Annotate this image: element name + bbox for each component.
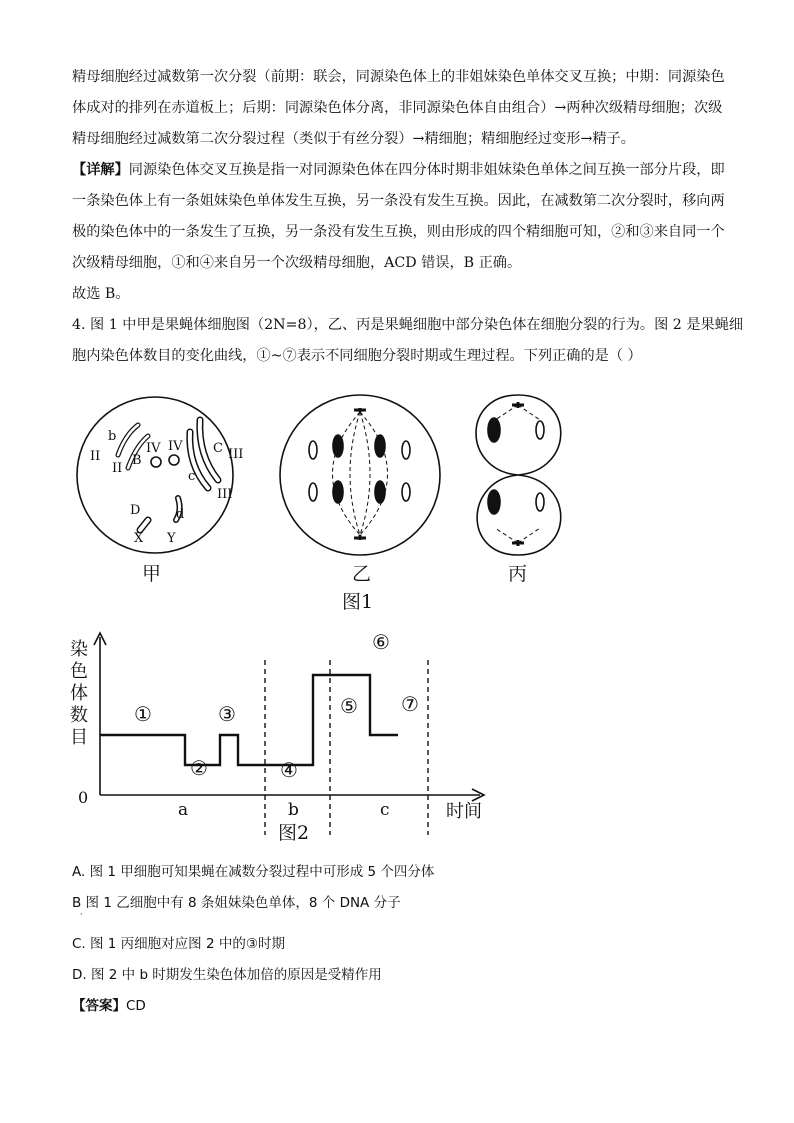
answer-value: CD: [126, 998, 146, 1014]
chromosome: [402, 483, 410, 501]
spindle-fiber: [360, 412, 388, 535]
label-yi: 乙: [352, 563, 372, 585]
explanation-paragraph: [72, 62, 724, 310]
cell-jia-labels: [90, 429, 243, 546]
chromosome: [309, 441, 317, 459]
answer-tag: 【答案】: [72, 998, 126, 1014]
x-axis-label: 时间: [446, 801, 482, 822]
spindle-fiber: [333, 412, 361, 535]
detail-line: 极的染色体中的一条发生了互换，另一条没有发生互换，则由形成的四个精细胞可知，②和③来自同一个: [72, 224, 725, 240]
chromosome: [333, 435, 343, 457]
label-c: c: [188, 469, 196, 484]
chromosome-iv-b: [169, 455, 179, 465]
segment-a: a: [178, 800, 189, 820]
spindle-fiber: [350, 412, 360, 535]
label-D: D: [130, 503, 141, 518]
label-B: B: [132, 453, 142, 468]
label-d: d: [176, 507, 185, 522]
question-stem: [72, 310, 744, 372]
centriole-top: [354, 408, 366, 412]
chromosome: [536, 421, 544, 439]
explanation-line: 体成对的排列在赤道板上；后期：同源染色体分离，非同源染色体自由组合）→两种次级精母细胞；次级: [72, 100, 723, 116]
ylabel-char: 目: [70, 727, 88, 748]
stage-2: ②: [190, 756, 208, 780]
stage-4: ④: [280, 758, 298, 782]
cell-yi-membrane: [280, 395, 440, 555]
answer: [72, 994, 146, 1014]
detail-line: 一条染色体上有一条姐妹染色单体发生互换，另一条没有发生互换。因此，在减数第二次分裂时，移向两: [72, 193, 725, 209]
stage-7: ⑦: [401, 692, 419, 716]
option-c: C. 图 1 丙细胞对应图 2 中的③时期: [72, 936, 285, 952]
option-d: D. 图 2 中 b 时期发生染色体加倍的原因是受精作用: [72, 967, 382, 983]
figure-2: [60, 625, 520, 845]
label-jia: 甲: [142, 563, 162, 585]
segment-c: c: [380, 800, 390, 820]
explanation-line: 精母细胞经过减数第一次分裂（前期：联会，同源染色体上的非姐妹染色单体交叉互换；中期：同源染色: [72, 69, 725, 85]
detail-line: 次级精母细胞，①和④来自另一个次级精母细胞，ACD 错误，B 正确。: [72, 255, 522, 271]
cell-bing-membrane: [476, 395, 561, 555]
chromosome: [488, 490, 500, 514]
figure-2-ylabel: [70, 639, 88, 748]
ylabel-char: 色: [70, 661, 88, 682]
chromosome: [309, 483, 317, 501]
label-X: X: [134, 531, 144, 546]
detail-line: [72, 155, 724, 186]
conclusion: 故选 B。: [72, 286, 130, 302]
centriole-bottom: [354, 535, 366, 540]
stage-6: ⑥: [372, 630, 390, 654]
option-b: B 图 1 乙细胞中有 8 条姐妹染色单体，8 个 DNA 分子: [72, 895, 401, 911]
detail-tag: 【详解】: [72, 162, 129, 178]
stage-1: ①: [134, 702, 152, 726]
chromosome: [402, 441, 410, 459]
explanation-line: 精母细胞经过减数第二次分裂过程（类似于有丝分裂）→精细胞；精细胞经过变形→精子。: [72, 131, 635, 147]
chromosome: [375, 481, 385, 503]
cell-jia: [77, 397, 233, 553]
figure-1: [70, 380, 590, 620]
label-iii-right: III: [228, 447, 244, 462]
origin-label: 0: [78, 788, 89, 807]
label-ii-inner: II: [112, 461, 123, 476]
label-bing: 丙: [508, 563, 528, 585]
detail-text: 同源染色体交叉互换是指一对同源染色体在四分体时期非姐妹染色单体之间互换一部分片段，即: [128, 162, 725, 178]
figure-2-caption: 图2: [278, 822, 310, 844]
chromosome: [375, 435, 385, 457]
label-ii-left: II: [90, 449, 101, 464]
stage-5: ⑤: [340, 694, 358, 718]
cell-yi: [280, 395, 440, 555]
segment-b: b: [288, 800, 299, 820]
ylabel-char: 体: [70, 683, 88, 704]
chromosome: [488, 418, 500, 442]
stray-mark: ·: [80, 910, 83, 919]
label-iv-a: IV: [146, 441, 161, 456]
chromosome: [333, 481, 343, 503]
option-a: A. 图 1 甲细胞可知果蝇在减数分裂过程中可形成 5 个四分体: [72, 864, 435, 880]
ylabel-char: 数: [70, 705, 88, 726]
chromosome-iv-a: [151, 457, 161, 467]
question-line: 胞内染色体数目的变化曲线，①~⑦表示不同细胞分裂时期或生理过程。下列正确的是（ ）: [72, 348, 642, 364]
spindle-fiber: [360, 412, 370, 535]
cell-bing: [476, 395, 561, 555]
label-b: b: [108, 429, 117, 444]
label-iv-b: IV: [168, 439, 183, 454]
figure-1-caption: 图1: [342, 591, 374, 613]
stage-3: ③: [218, 702, 236, 726]
label-iii-lower: III: [217, 487, 233, 502]
stage-markers: [134, 630, 419, 782]
chromosome: [536, 493, 544, 511]
cell-jia-membrane: [77, 397, 233, 553]
question-line: 4. 图 1 中甲是果蝇体细胞图（2N=8），乙、丙是果蝇细胞中部分染色体在细胞分裂的行为。图 2 是果蝇细: [72, 317, 744, 333]
ylabel-char: 染: [70, 639, 88, 660]
label-Y: Y: [167, 531, 176, 546]
label-C: C: [213, 441, 223, 456]
